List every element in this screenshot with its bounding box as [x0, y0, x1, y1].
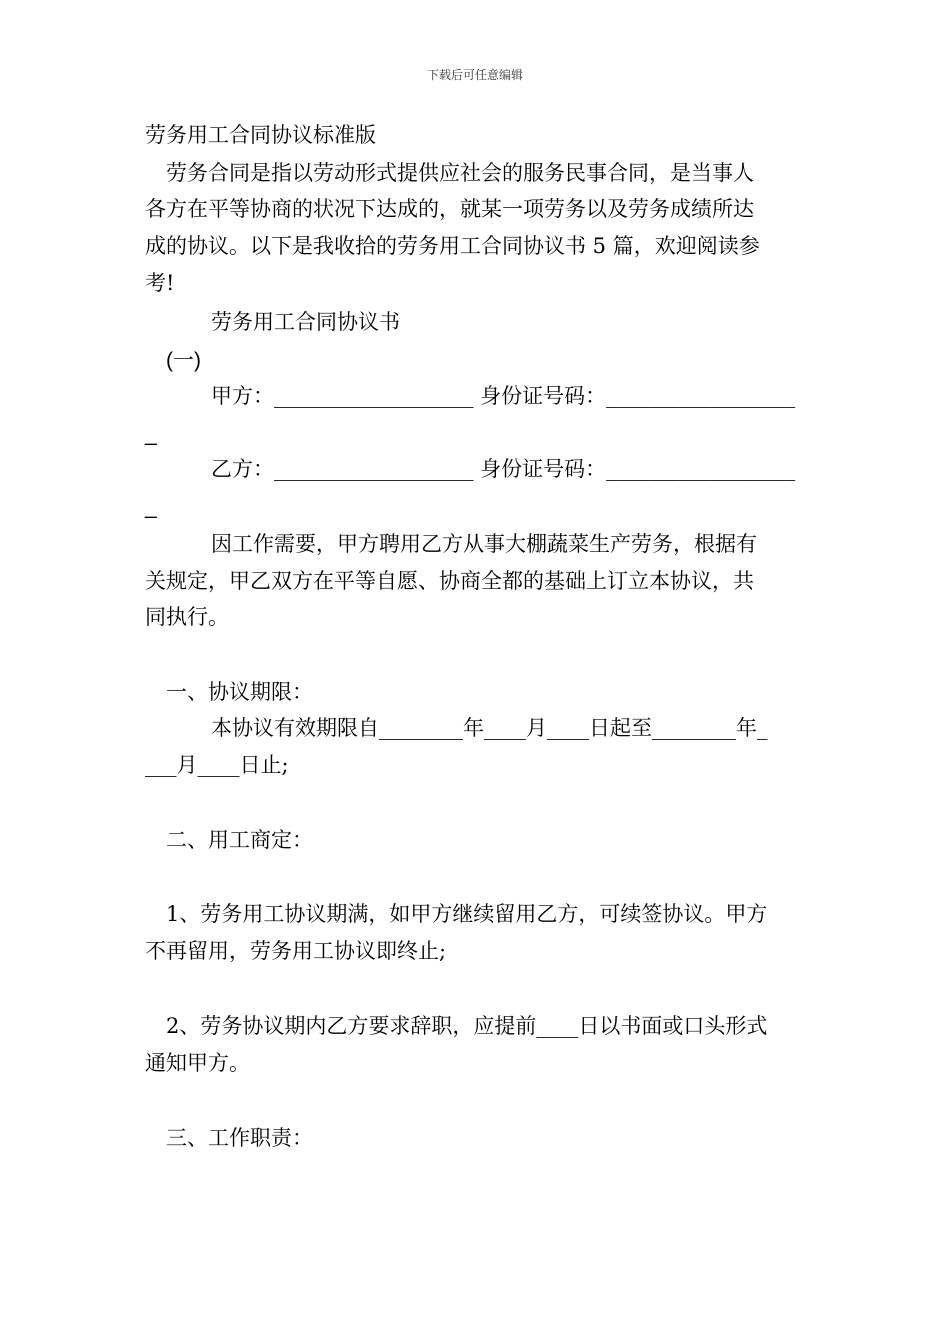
- document-title: 劳务用工合同协议标准版: [145, 123, 376, 147]
- intro-line-3: 成的协议。以下是我收拾的劳务用工合同协议书 5 篇，欢迎阅读参: [145, 234, 760, 258]
- section-3-heading: 三、工作职责：: [166, 1126, 313, 1150]
- section-2-heading: 二、用工商定：: [166, 828, 313, 852]
- section-2-item-2-line-1: 2、劳务协议期内乙方要求辞职，应提前____日以书面或口头形式: [166, 1014, 768, 1038]
- section-1-line-1: 本协议有效期限自________年____月____日起至________年_: [211, 716, 768, 740]
- party-a-continuation: _: [145, 423, 157, 446]
- contract-subtitle: 劳务用工合同协议书: [211, 310, 400, 334]
- section-1-heading: 一、协议期限：: [166, 680, 313, 704]
- section-2-item-1-line-1: 1、劳务用工协议期满，如甲方继续留用乙方，可续签协议。甲方: [166, 902, 768, 926]
- intro-line-2: 各方在平等协商的状况下达成的，就某一项劳务以及劳务成绩所达: [145, 197, 754, 221]
- preamble-line-3: 同执行。: [145, 605, 229, 629]
- party-a-line: 甲方：___________________ 身份证号码：__________________: [211, 384, 796, 408]
- party-b-continuation: _: [145, 496, 157, 519]
- section-2-item-1-line-2: 不再留用，劳务用工协议即终止;: [145, 939, 447, 963]
- part-label: (一): [166, 349, 201, 372]
- intro-line-1: 劳务合同是指以劳动形式提供应社会的服务民事合同，是当事人: [166, 161, 754, 185]
- intro-line-4: 考!: [145, 271, 175, 295]
- party-b-line: 乙方：___________________ 身份证号码：__________________: [211, 457, 796, 481]
- section-1-line-2: ___月____日止;: [145, 753, 289, 777]
- preamble-line-2: 关规定，甲乙双方在平等自愿、协商全都的基础上订立本协议，共: [145, 569, 754, 593]
- section-2-item-2-line-2: 通知甲方。: [145, 1051, 250, 1075]
- preamble-line-1: 因工作需要，甲方聘用乙方从事大棚蔬菜生产劳务，根据有: [211, 532, 757, 556]
- page-header: 下载后可任意编辑: [426, 68, 523, 82]
